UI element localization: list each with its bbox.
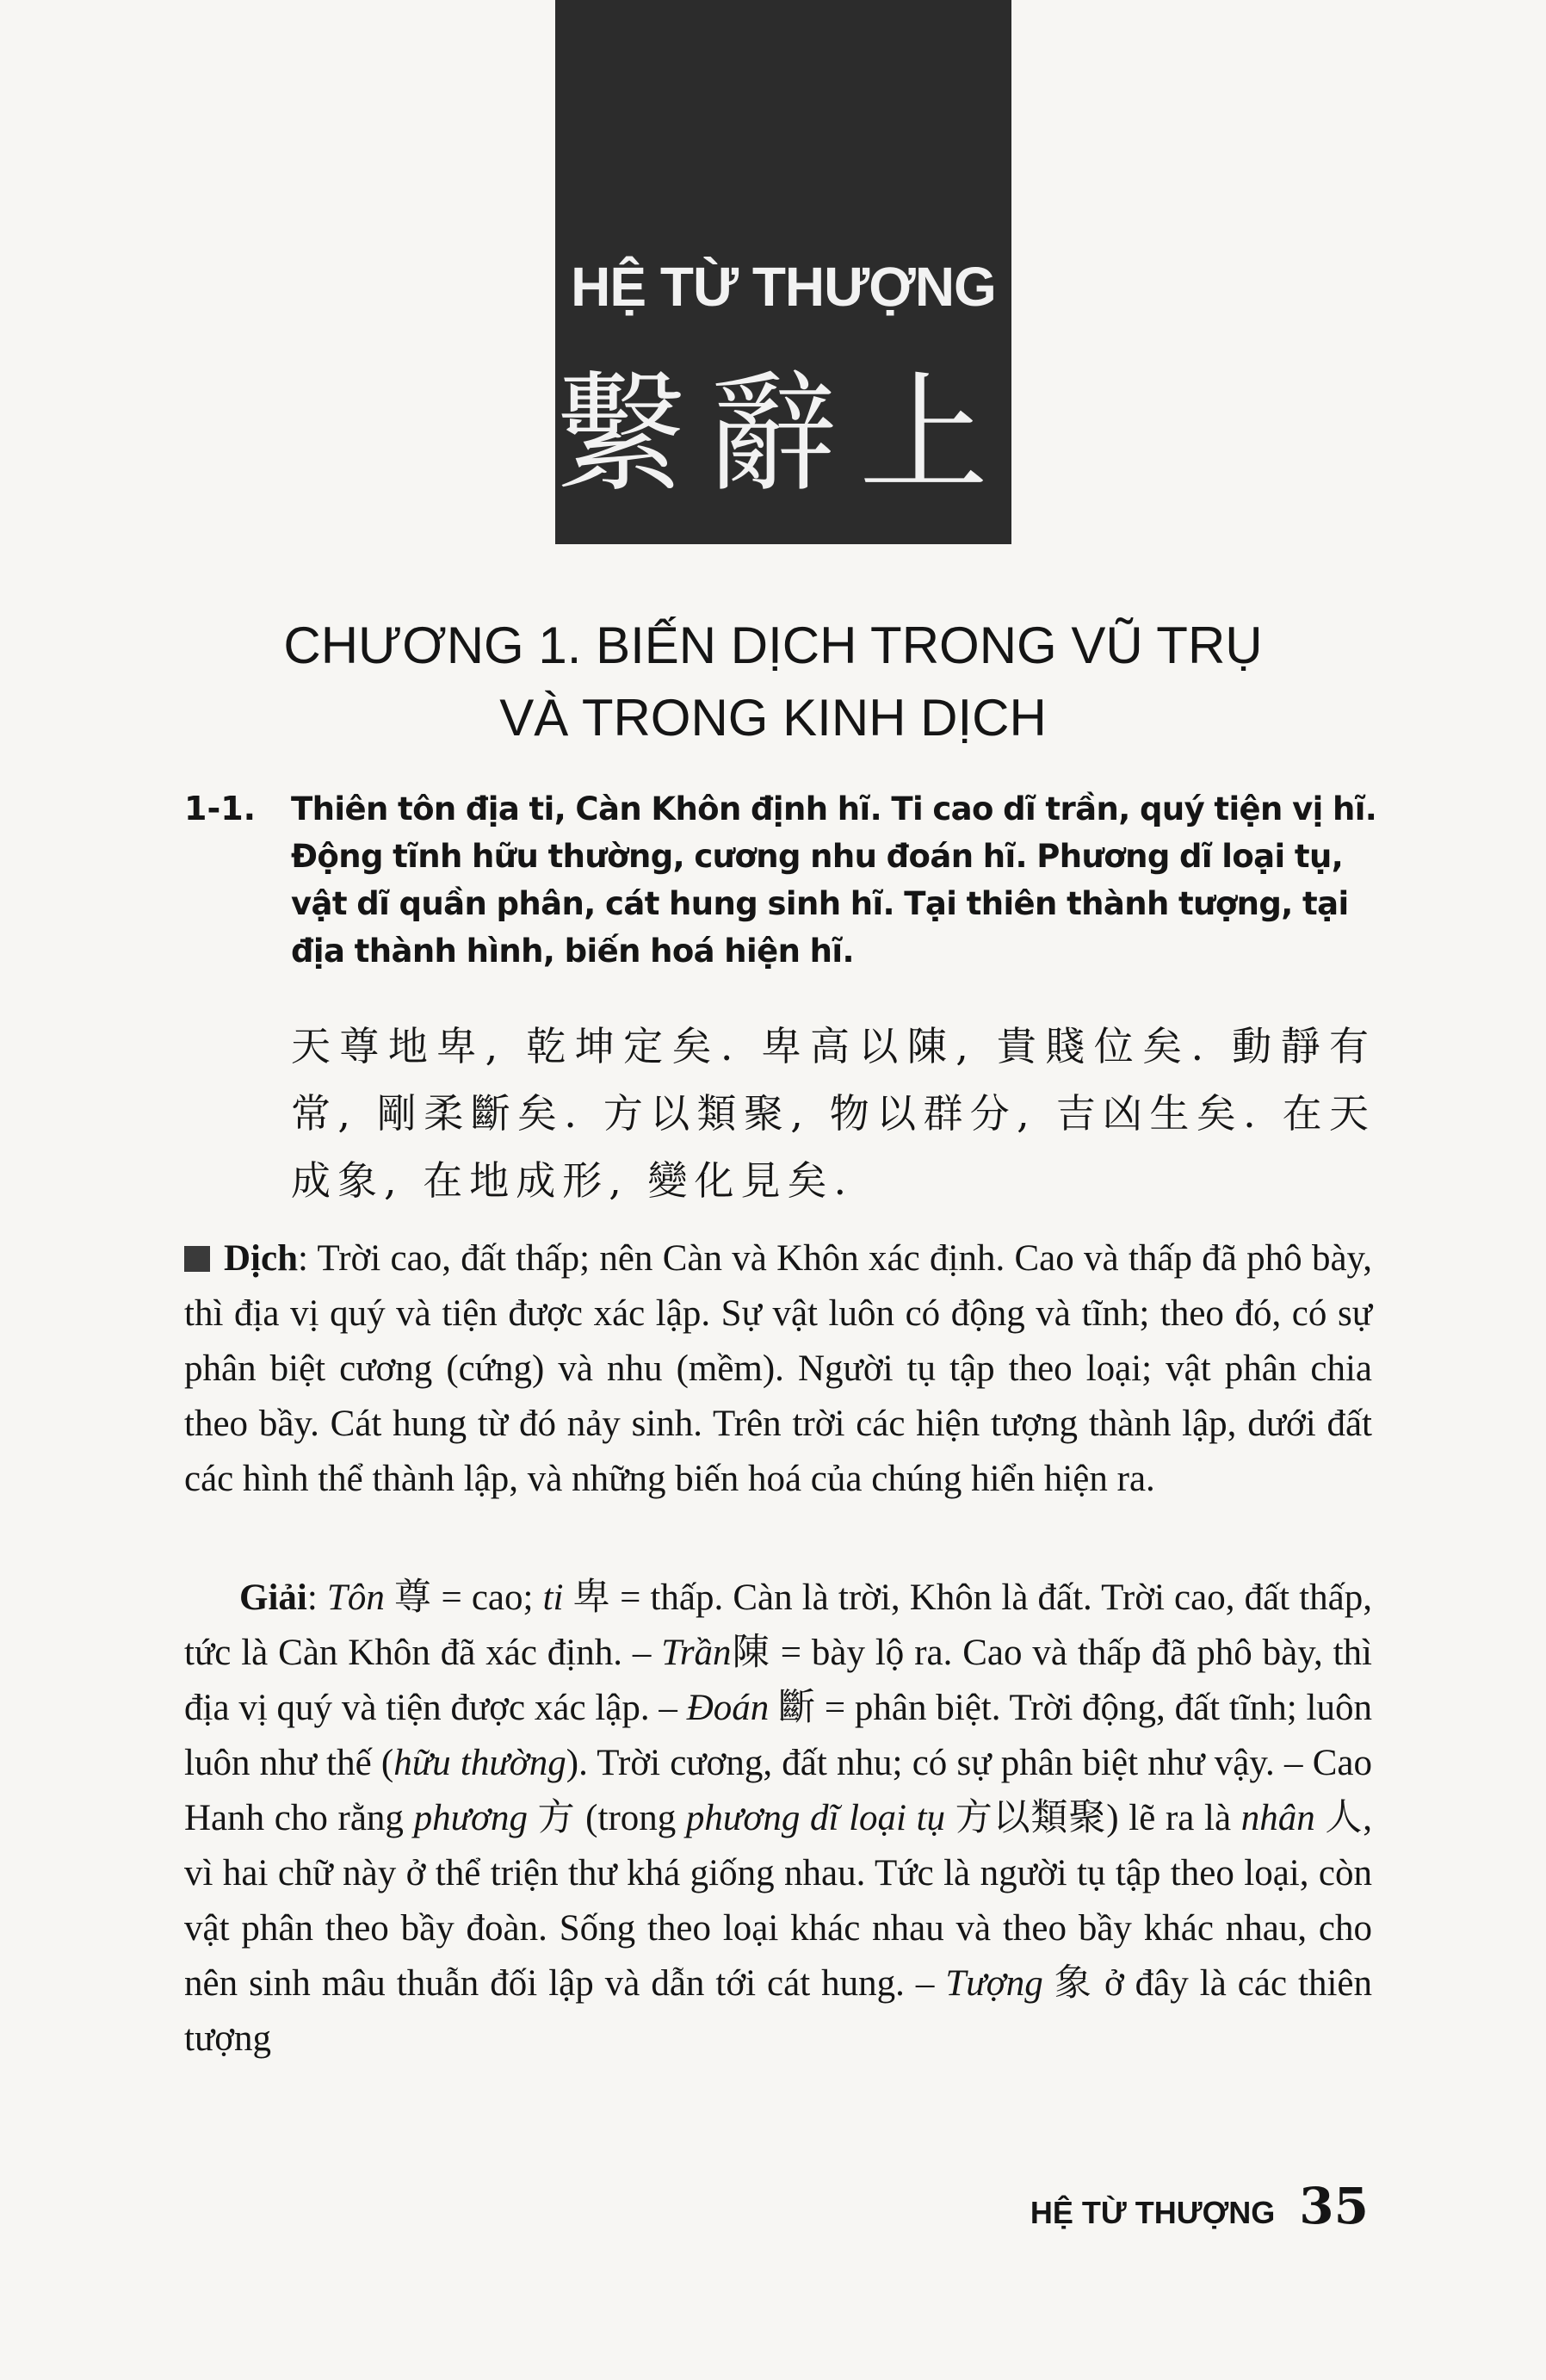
commentary-text: 方 (trong: [527, 1798, 686, 1838]
commentary-paragraph: [184, 1571, 1372, 2067]
verse-number: 1-1.: [184, 790, 257, 827]
commentary-text: 象 ở đây là các thiên tượng: [184, 1963, 1373, 2059]
verse-han-text: 天尊地卑, 乾坤定矣. 卑高以陳, 貴賤位矣. 動靜有常, 剛柔斷矣. 方以類聚, 物以群分, 吉凶生矣. 在天成象, 在地成形, 變化見矣.: [291, 1023, 1376, 1204]
commentary-text: 方以類聚) lẽ ra là: [945, 1798, 1241, 1838]
commentary-text: 陳 = bày lộ ra. Cao và thấp đã phô bày, thì địa vị quý và tiện được xác lập. –: [184, 1633, 1372, 1728]
translation-label: Dịch: [224, 1238, 298, 1279]
translation-paragraph: [184, 1231, 1372, 1507]
commentary-term: Trần: [661, 1633, 732, 1673]
chapter-title: [155, 610, 1391, 754]
commentary-term: Tượng: [945, 1963, 1043, 2004]
commentary-text: 人, vì hai chữ này ở thể triện thư khá giống nhau. Tức là người tụ tập theo loại, còn vật phân theo bầy đoàn. Sống theo loại khác nhau và theo bầy khác nhau, cho nên sinh mâu thuẫn đối lập và dẫn tới cát hung. –: [184, 1798, 1372, 2004]
commentary-text: 尊 = cao;: [384, 1577, 543, 1618]
commentary-text: :: [306, 1577, 327, 1618]
commentary-term: phương: [413, 1798, 528, 1838]
commentary-label: Giải: [239, 1577, 307, 1618]
commentary-term: phương dĩ loại tụ: [685, 1798, 946, 1838]
commentary-term: Đoán: [686, 1688, 770, 1728]
translation-text: : Trời cao, đất thấp; nên Càn và Khôn xác định. Cao và thấp đã phô bày, thì địa vị quý và tiện được xác lập. Sự vật luôn có động và tĩnh; theo đó, có sự phân biệt cương (cứng) và nhu (mềm). Người tụ tập theo loại; vật phân chia theo bầy. Cát hung từ đó nảy sinh. Trên trời các hiện tượng thành lập, dưới đất các hình thể thành lập, và những biến hoá của chúng hiển hiện ra.: [184, 1238, 1372, 1499]
running-title: HỆ TỪ THƯỢNG: [1030, 2195, 1276, 2230]
verse-transliteration: Thiên tôn địa ti, Càn Khôn định hĩ. Ti cao dĩ trần, quý tiện vị hĩ. Động tĩnh hữu thường, cương nhu đoán hĩ. Phương dĩ loại tụ, vật dĩ quần phân, cát hung sinh hĩ. Tại thiên thành tượng, tại địa thành hình, biến hoá hiện hĩ.: [291, 790, 1377, 970]
chapter-title-line2: VÀ TRONG KINH DỊCH: [499, 689, 1047, 747]
commentary-term: nhân: [1240, 1798, 1315, 1838]
commentary-term: Tôn: [326, 1577, 385, 1618]
page-footer: [1030, 2177, 1369, 2235]
header-title: HỆ TỪ THƯỢNG: [571, 256, 996, 318]
commentary-text: 斷 = phân biệt. Trời động, đất tĩnh; luôn luôn như thế (: [184, 1688, 1372, 1783]
header-han-characters: 繫辭上: [555, 360, 1011, 510]
square-bullet-icon: [184, 1246, 210, 1272]
commentary-term: hữu thường: [393, 1743, 566, 1783]
commentary-text: 卑 = thấp. Càn là trời, Khôn là đất. Trời cao, đất thấp, tức là Càn Khôn đã xác định. –: [184, 1577, 1372, 1673]
chapter-header-block: [555, 0, 1011, 544]
commentary-term: ti: [542, 1577, 564, 1618]
commentary-text: ). Trời cương, đất nhu; có sự phân biệt như vậy. – Cao Hanh cho rằng: [184, 1743, 1372, 1838]
page-number: 35: [1299, 2177, 1369, 2235]
chapter-title-line1: CHƯƠNG 1. BIẾN DỊCH TRONG VŨ TRỤ: [283, 617, 1263, 674]
